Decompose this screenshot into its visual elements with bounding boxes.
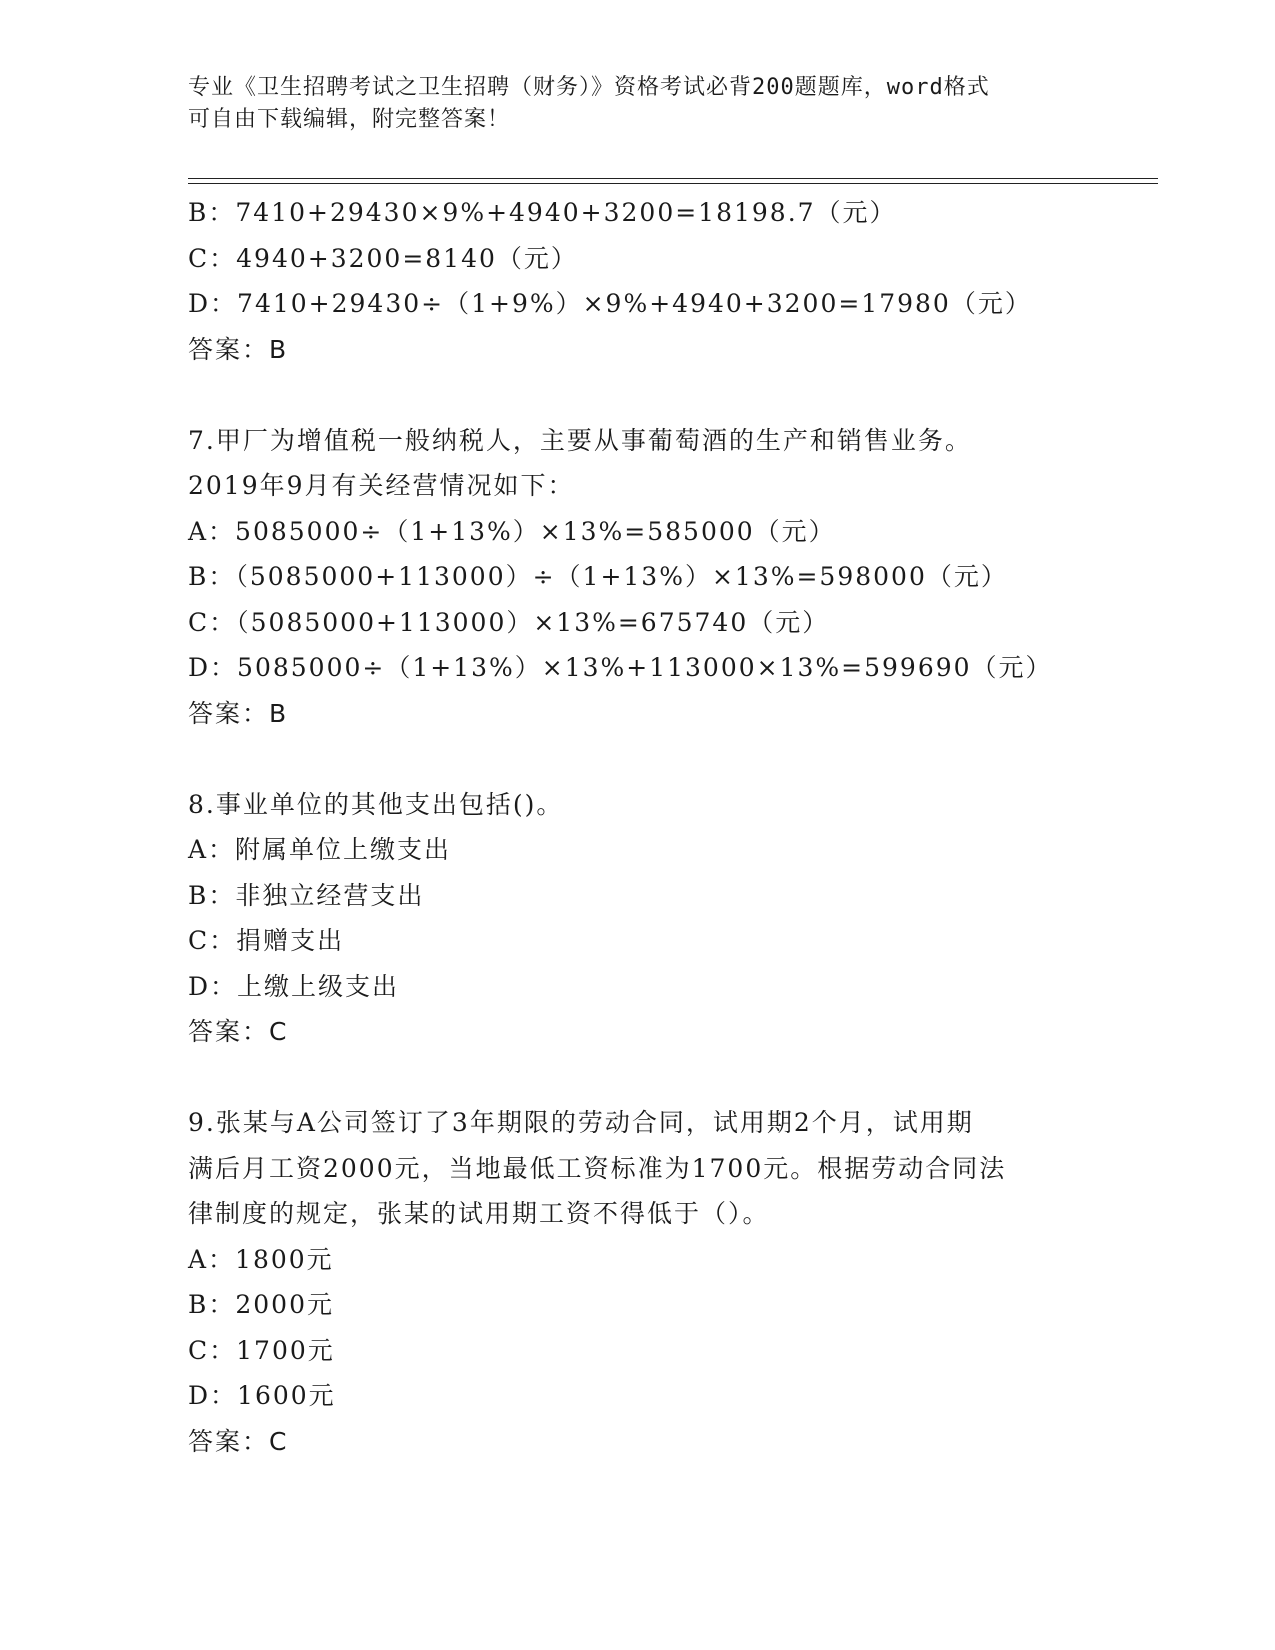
header-divider-bottom: [188, 183, 1158, 184]
header-line-1: 专业《卫生招聘考试之卫生招聘（财务）》资格考试必背200题题库，word格式: [188, 75, 990, 100]
option-a: A：5085000÷（1+13%）×13%=585000（元）: [188, 516, 836, 546]
option-d: D：7410+29430÷（1+9%）×9%+4940+3200=17980（元）: [188, 289, 1032, 318]
answer: 答案：C: [188, 1426, 289, 1456]
option-d: D：1600元: [188, 1381, 336, 1410]
answer: 答案：C: [188, 1017, 289, 1046]
option-c: C：捐赠支出: [188, 926, 345, 955]
option-d: D：上缴上级支出: [188, 971, 400, 1001]
question-stem: 满后月工资2000元，当地最低工资标准为1700元。根据劳动合同法: [188, 1153, 1007, 1183]
question-stem: 8.事业单位的其他支出包括()。: [188, 789, 564, 819]
answer: 答案：B: [188, 334, 289, 364]
answer: 答案：B: [188, 698, 289, 728]
question-stem: 2019年9月有关经营情况如下：: [188, 471, 575, 500]
option-b: B：7410+29430×9%+4940+3200=18198.7（元）: [188, 198, 897, 227]
question-stem: 7.甲厂为增值税一般纳税人，主要从事葡萄酒的生产和销售业务。: [188, 425, 972, 455]
question-stem: 9.张某与A公司签订了3年期限的劳动合同，试用期2个月，试用期: [188, 1108, 974, 1137]
option-c: C：（5085000+113000）×13%=675740（元）: [188, 607, 830, 637]
header-divider-top: [188, 178, 1158, 179]
question-9: [188, 1100, 1088, 1464]
header-line-2: 可自由下载编辑，附完整答案！: [188, 107, 511, 132]
option-b: B：（5085000+113000）÷（1+13%）×13%=598000（元）: [188, 562, 1008, 591]
document-header: [188, 72, 1068, 136]
option-a: A：1800元: [188, 1244, 334, 1274]
question-list: [188, 190, 1088, 1464]
question-6-tail: [188, 190, 1088, 372]
question-stem: 律制度的规定，张某的试用期工资不得低于（）。: [188, 1199, 770, 1228]
option-d: D：5085000÷（1+13%）×13%+113000×13%=599690（元）: [188, 653, 1053, 682]
option-c: C：4940+3200=8140（元）: [188, 243, 578, 273]
option-b: B：非独立经营支出: [188, 880, 425, 910]
option-c: C：1700元: [188, 1335, 335, 1365]
question-8: [188, 782, 1088, 1055]
option-b: B：2000元: [188, 1290, 334, 1319]
option-a: A：附属单位上缴支出: [188, 835, 452, 864]
question-7: [188, 418, 1088, 737]
